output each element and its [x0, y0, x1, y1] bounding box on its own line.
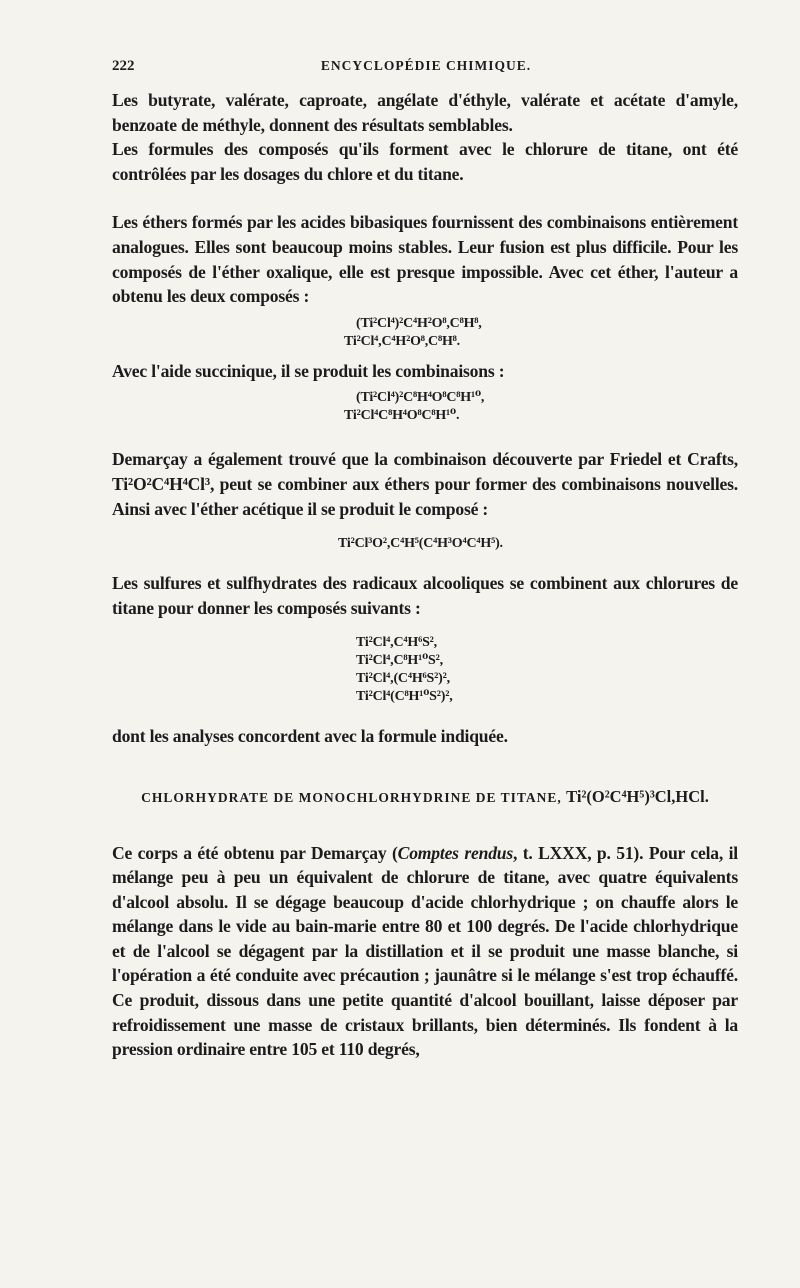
- section-title-text: CHLORHYDRATE DE MONOCHLORHYDRINE DE TITANE,: [141, 789, 562, 805]
- section-title-formula: Ti²(O²C⁴H⁵)³Cl,HCl.: [566, 786, 709, 806]
- paragraph-demarcay: Demarçay a également trouvé que la combinaison découverte par Friedel et Crafts, Ti²O²C⁴H⁴Cl³, peut se combiner aux éthers pour former des combinaisons nouvelles. Ainsi avec l'éther acétique il se produit le composé :: [112, 449, 738, 519]
- page-header: [112, 58, 740, 80]
- paragraph-analyses: dont les analyses concordent avec la formule indiquée.: [112, 726, 508, 747]
- paragraph-preparation: [112, 841, 738, 1062]
- page-body: [112, 88, 738, 1062]
- paragraph-esters-list: Les butyrate, valérate, caproate, angélate d'éthyle, valérate et acétate d'amyle, benzoate de méthyle, donnent des résultats semblables.: [112, 90, 738, 135]
- formula-sulf-3: Ti²Cl⁴,(C⁴H⁶S²)²,: [356, 671, 450, 687]
- section-heading: [112, 785, 738, 811]
- formula-block-oxalic: [112, 315, 738, 351]
- journal-title: Comptes rendus: [397, 842, 514, 863]
- formula-oxalic-1: (Ti²Cl⁴)²C⁴H²O⁸,C⁸H⁸,: [356, 315, 482, 331]
- paragraph-succinic: Avec l'aide succinique, il se produit les combinaisons :: [112, 360, 505, 381]
- paragraph-bibasic-acids: Les éthers formés par les acides bibasiques fournissent des combinaisons entièrement analogues. Elles sont beaucoup moins stables. Leur fusion est plus difficile. Pour les composés de l'éther oxalique, elle est presque impossible. Avec cet éther, l'auteur a obtenu les deux composés :: [112, 212, 738, 307]
- page-number: 222: [112, 58, 135, 74]
- preparation-text-rest: , t. LXXX, p. 51). Pour cela, il mélange peu à peu un équivalent de chlorure de titane, avec quatre équivalents d'alcool absolu. Il se dégage beaucoup d'acide chlorhydrique ; on chauffe alors le mélange dans le vide au bain-marie entre 80 et 100 degrés. De l'acide chlorhydrique et de l'alcool se dégagent par la distillation et il se produit une masse blanche, si l'opération a été conduite avec précaution ; jaunâtre si le mélange s'est trop échauffé. Ce produit, dissous dans une petite quantité d'alcool bouillant, laisse déposer par refroidissement une masse de cristaux brillants, bien déterminés. Ils fondent à la pression ordinaire entre 105 et 110 degrés,: [112, 842, 738, 1060]
- formula-sulf-2: Ti²Cl⁴,C⁸H¹⁰S²,: [356, 653, 443, 669]
- formula-sulf-4: Ti²Cl⁴(C⁸H¹⁰S²)²,: [356, 689, 453, 705]
- paragraph-formula-control: Les formules des composés qu'ils forment avec le chlorure de titane, ont été contrôlées par les dosages du chlore et du titane.: [112, 139, 738, 184]
- formula-oxalic-2: Ti²Cl⁴,C⁴H²O⁸,C⁸H⁸.: [344, 333, 460, 349]
- running-title: ENCYCLOPÉDIE CHIMIQUE.: [320, 58, 532, 73]
- formula-acetic: Ti²Cl³O²,C⁴H⁵(C⁴H³O⁴C⁴H⁵).: [338, 536, 503, 552]
- formula-block-acetic: [112, 535, 738, 553]
- formula-sulf-1: Ti²Cl⁴,C⁴H⁶S²,: [356, 635, 437, 651]
- formula-block-succinic: [112, 389, 738, 425]
- formula-block-sulfides: [112, 634, 738, 706]
- formula-succinic-2: Ti²Cl⁴C⁸H⁴O⁸C⁸H¹⁰.: [344, 408, 460, 424]
- preparation-text-start: Ce corps a été obtenu par Demarçay (: [112, 842, 398, 863]
- paragraph-sulfides: Les sulfures et sulfhydrates des radicaux alcooliques se combinent aux chlorures de titane pour donner les composés suivants :: [112, 573, 738, 618]
- formula-succinic-1: (Ti²Cl⁴)²C⁸H⁴O⁸C⁸H¹⁰,: [356, 390, 485, 406]
